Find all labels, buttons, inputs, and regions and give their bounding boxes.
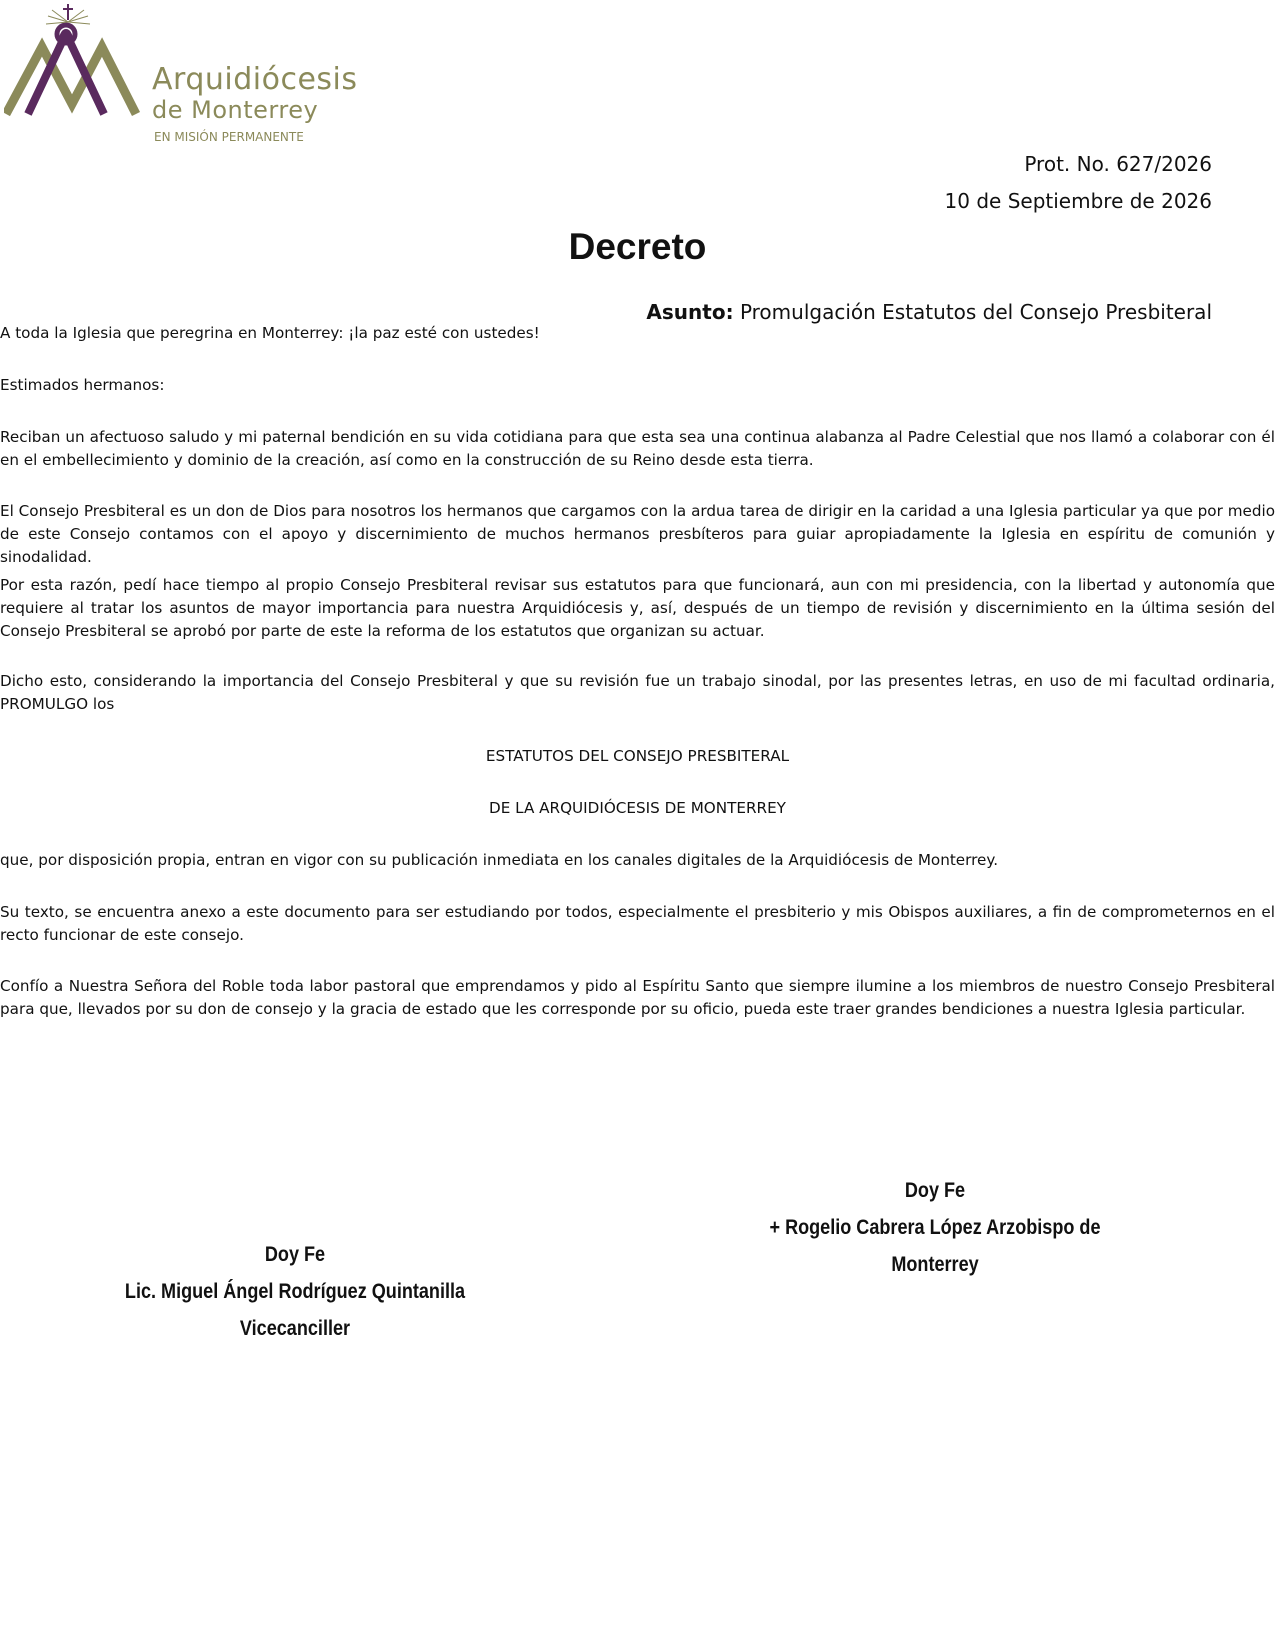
signature-left-name: Lic. Miguel Ángel Rodríguez Quintanilla [124, 1280, 466, 1303]
protocol-number: Prot. No. 627/2026 [1024, 152, 1212, 176]
subject-label: Asunto: [646, 300, 734, 324]
paragraph-5: que, por disposición propia, entran en vigor con su publicación inmediata en los canales digitales de la Arquidiócesis de Monterrey. [0, 851, 999, 869]
paragraph-4: Dicho esto, considerando la importancia del Consejo Presbiteral y que su revisión fue un trabajo sinodal, por las presentes letras, en uso de mi facultad ordinaria, PROMULGO los [0, 672, 1275, 713]
signature-archbishop [763, 1172, 1107, 1283]
signature-right-role: Monterrey [891, 1253, 979, 1276]
statutes-title-2: DE LA ARQUIDIÓCESIS DE MONTERREY [489, 799, 786, 817]
logo-emblem-icon [4, 2, 144, 120]
paragraph-2: El Consejo Presbiteral es un don de Dios para nosotros los hermanos que cargamos con la ardua tarea de dirigir en la caridad a una Iglesia particular ya que por medio de este Consejo contamos con el apoyo y discernimiento de muchos hermanos presbíteros para guiar apropiadamente la Iglesia en espíritu de comunión y sinodalidad. [0, 502, 1275, 566]
logo-tagline: EN MISIÓN PERMANENTE [154, 130, 304, 144]
statutes-title-1: ESTATUTOS DEL CONSEJO PRESBITERAL [485, 747, 790, 765]
archdiocese-logo [4, 2, 358, 148]
logo-line-2: de Monterrey [152, 96, 319, 124]
signature-right-attest: Doy Fe [904, 1179, 966, 1202]
signature-vicechancellor [123, 1236, 467, 1347]
logo-line-1: Arquidiócesis [152, 62, 358, 97]
document-date: 10 de Septiembre de 2026 [944, 189, 1212, 213]
subject-text: Promulgación Estatutos del Consejo Presbiteral [739, 300, 1212, 324]
subject-line [646, 300, 1212, 324]
paragraph-3: Por esta razón, pedí hace tiempo al propio Consejo Presbiteral revisar sus estatutos para que funcionará, aun con mi presidencia, con la libertad y autonomía que requiere al tratar los asuntos de mayor importancia para nuestra Arquidiócesis y, así, después de un tiempo de revisión y discernimiento en la última sesión del Consejo Presbiteral se aprobó por parte de este la reforma de los estatutos que organizan su actuar. [0, 576, 1275, 640]
paragraph-1: Reciban un afectuoso saludo y mi paternal bendición en su vida cotidiana para que esta sea una continua alabanza al Padre Celestial que nos llamó a colaborar con él en el embellecimiento y dominio de la creación, así como en la construcción de su Reino desde esta tierra. [0, 428, 1275, 469]
greeting: A toda la Iglesia que peregrina en Monterrey: ¡la paz esté con ustedes! [0, 324, 540, 342]
paragraph-7: Confío a Nuestra Señora del Roble toda labor pastoral que emprendamos y pido al Espíritu Santo que siempre ilumine a los miembros de nuestro Consejo Presbiteral para que, llevados por su don de consejo y la gracia de estado que les corresponde por su oficio, pueda este traer grandes bendiciones a nuestra Iglesia particular. [0, 977, 1275, 1018]
paragraph-6: Su texto, se encuentra anexo a este documento para ser estudiando por todos, especialmente el presbiterio y mis Obispos auxiliares, a fin de comprometernos en el recto funcionar de este consejo. [0, 903, 1275, 944]
signature-right-name: + Rogelio Cabrera López Arzobispo de [769, 1216, 1101, 1239]
signature-left-role: Vicecanciller [239, 1317, 351, 1340]
salutation: Estimados hermanos: [0, 376, 165, 394]
signature-left-attest: Doy Fe [264, 1243, 326, 1266]
document-title: Decreto [568, 226, 707, 267]
